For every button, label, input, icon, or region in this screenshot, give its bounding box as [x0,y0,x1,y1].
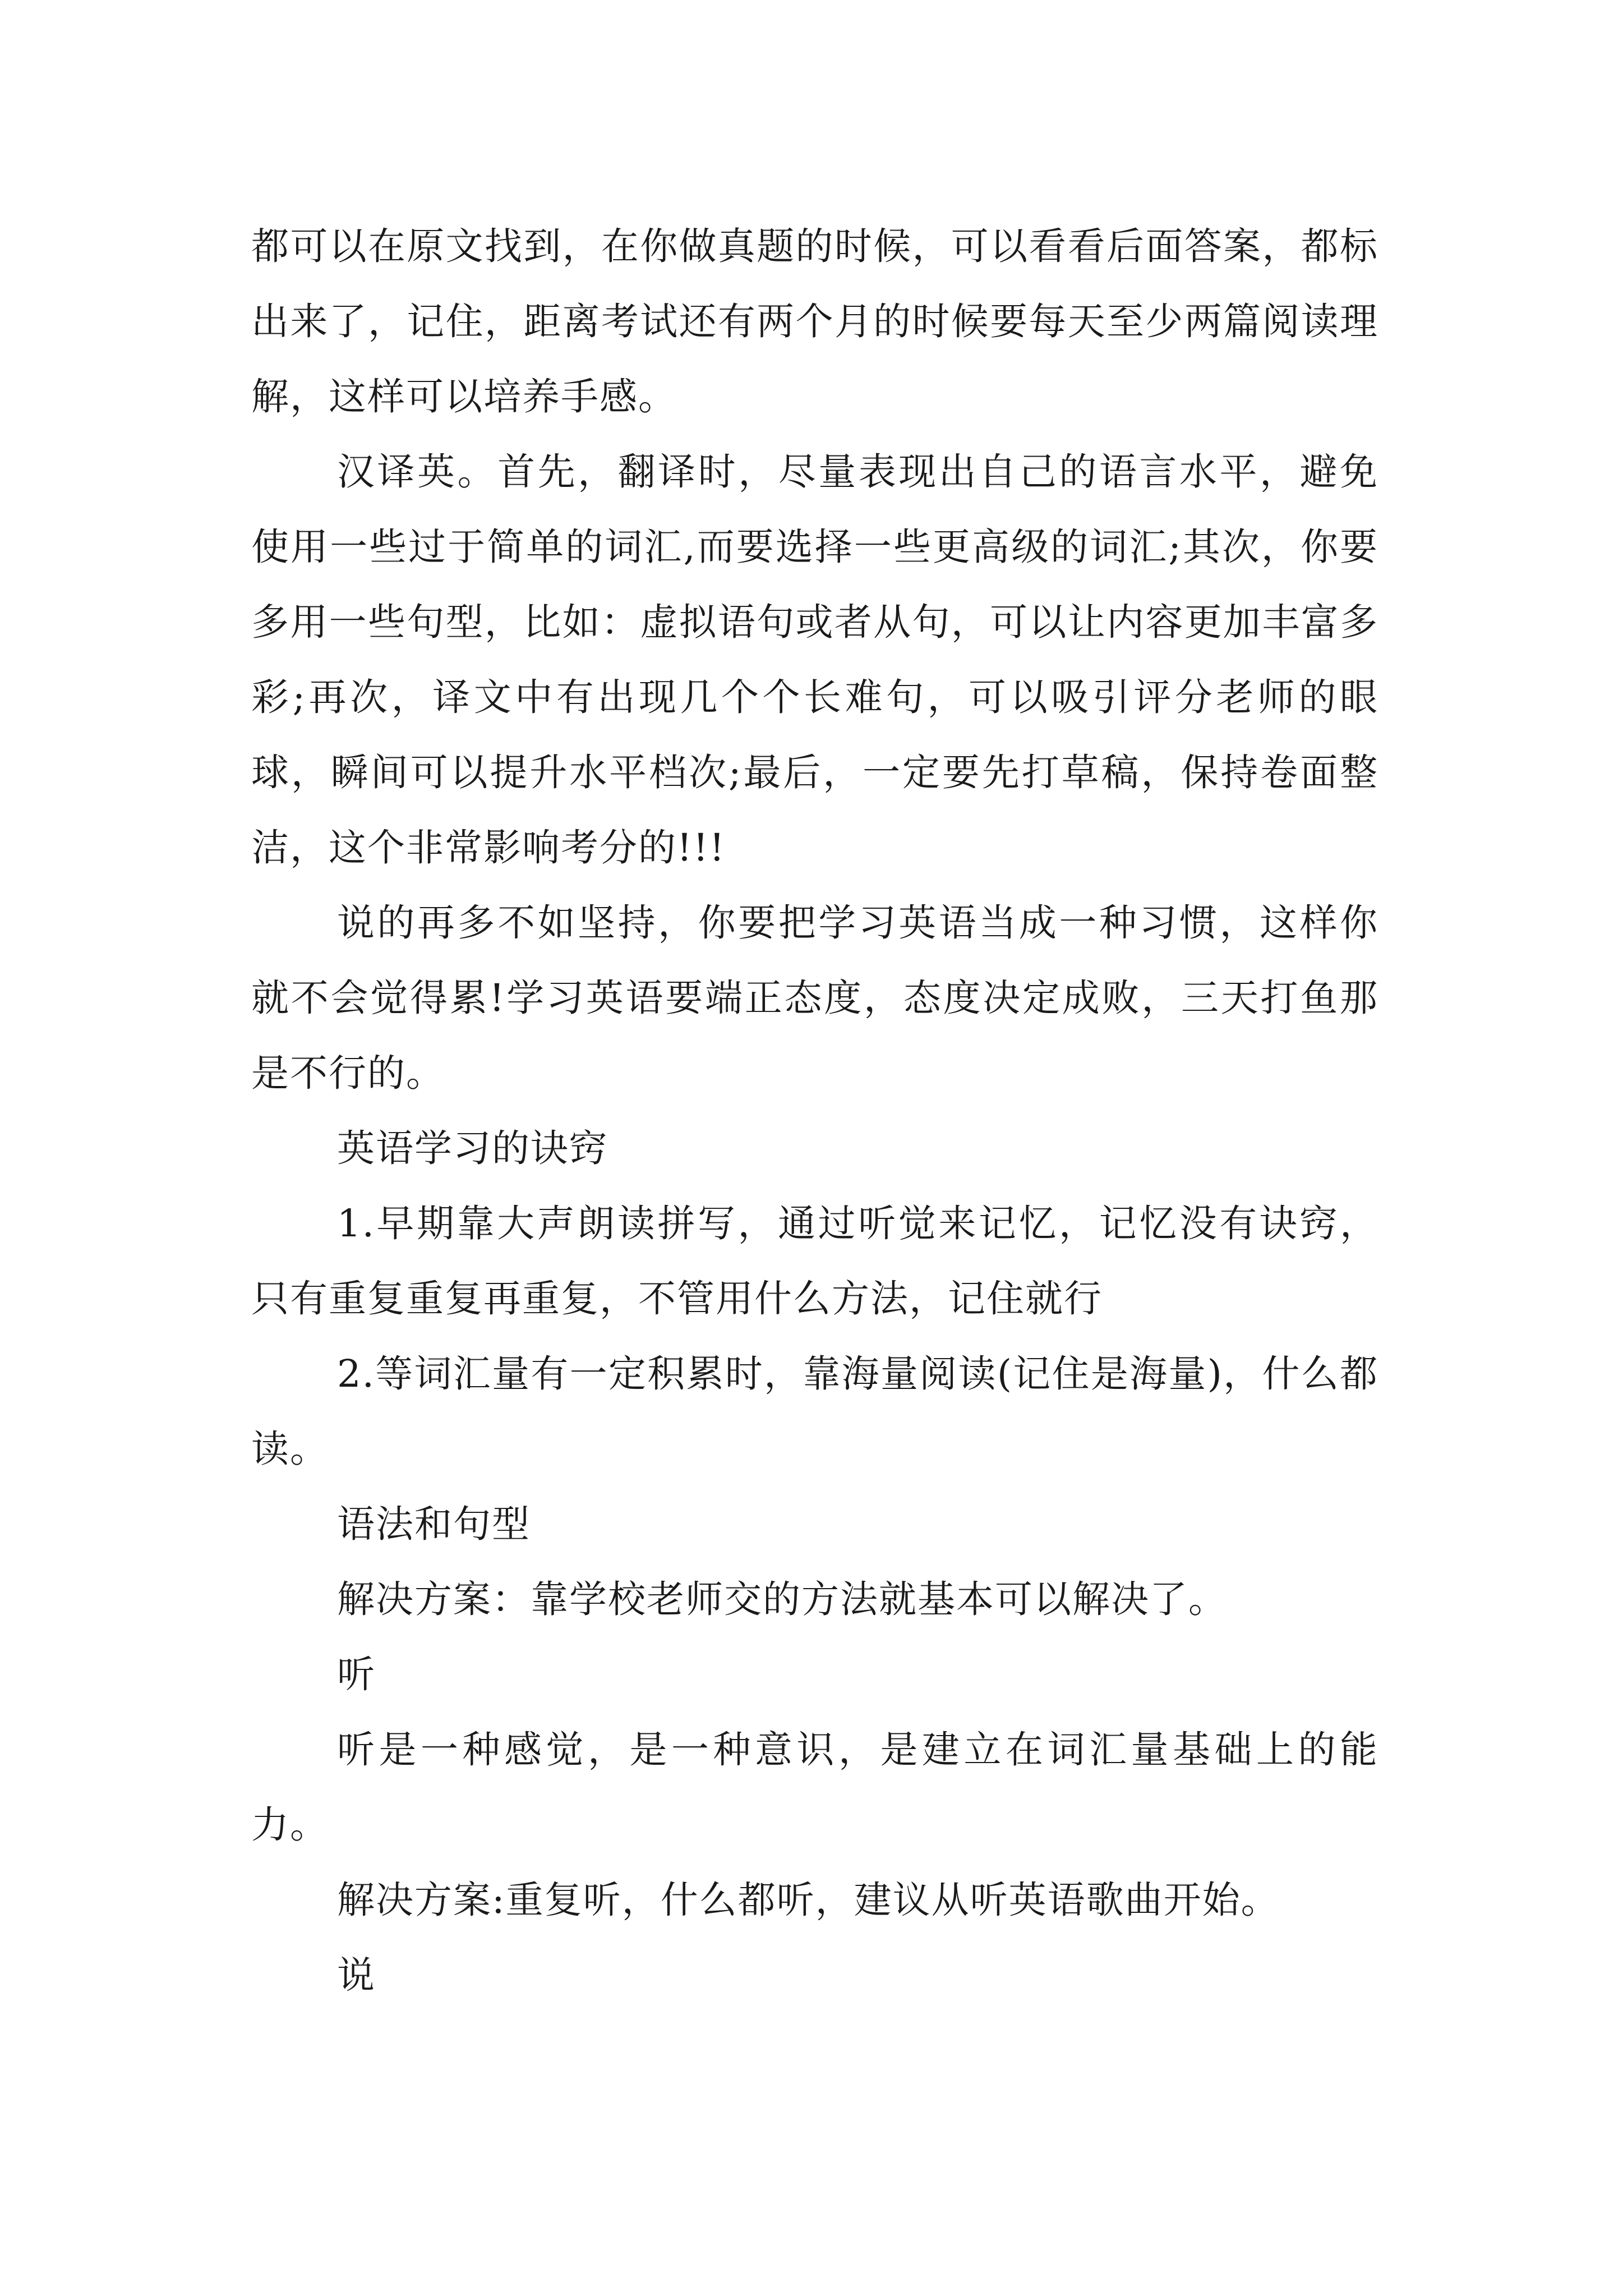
paragraph-translation-tips: 汉译英。首先，翻译时，尽量表现出自己的语言水平，避免使用一些过于简单的词汇,而要选择一些更高级的词汇;其次，你要多用一些句型，比如：虚拟语句或者从句，可以让内容更加丰富多彩;再次，译文中有出现几个个长难句，可以吸引评分老师的眼球，瞬间可以提升水平档次;最后，一定要先打草稿，保持卷面整洁，这个非常影响考分的!!! [251,450,1378,869]
list-item-tip-1: 1.早期靠大声朗读拼写，通过听觉来记忆，记忆没有诀窍，只有重复重复再重复，不管用什么方法，记住就行 [251,1202,1378,1320]
paragraph-persistence: 说的再多不如坚持，你要把学习英语当成一种习惯，这样你就不会觉得累!学习英语要端正态度，态度决定成败，三天打鱼那是不行的。 [251,901,1378,1095]
list-item-tip-2: 2.等词汇量有一定积累时，靠海量阅读(记住是海量)，什么都读。 [251,1352,1378,1471]
section-heading-speaking: 说 [337,1953,376,1997]
paragraph-reading-tips: 都可以在原文找到，在你做真题的时候，可以看看后面答案，都标出来了，记住，距离考试还有两个月的时候要每天至少两篇阅读理解，这样可以培养手感。 [251,224,1378,418]
paragraph-listening-desc: 听是一种感觉，是一种意识，是建立在词汇量基础上的能力。 [251,1728,1378,1847]
section-heading-grammar: 语法和句型 [337,1502,531,1546]
document-body [251,209,1378,2013]
section-heading-listening: 听 [337,1653,376,1696]
paragraph-listening-solution: 解决方案:重复听，什么都听，建议从听英语歌曲开始。 [337,1878,1280,1922]
paragraph-grammar-solution: 解决方案：靠学校老师交的方法就基本可以解决了。 [337,1577,1227,1621]
section-heading-tips: 英语学习的诀窍 [337,1126,608,1170]
